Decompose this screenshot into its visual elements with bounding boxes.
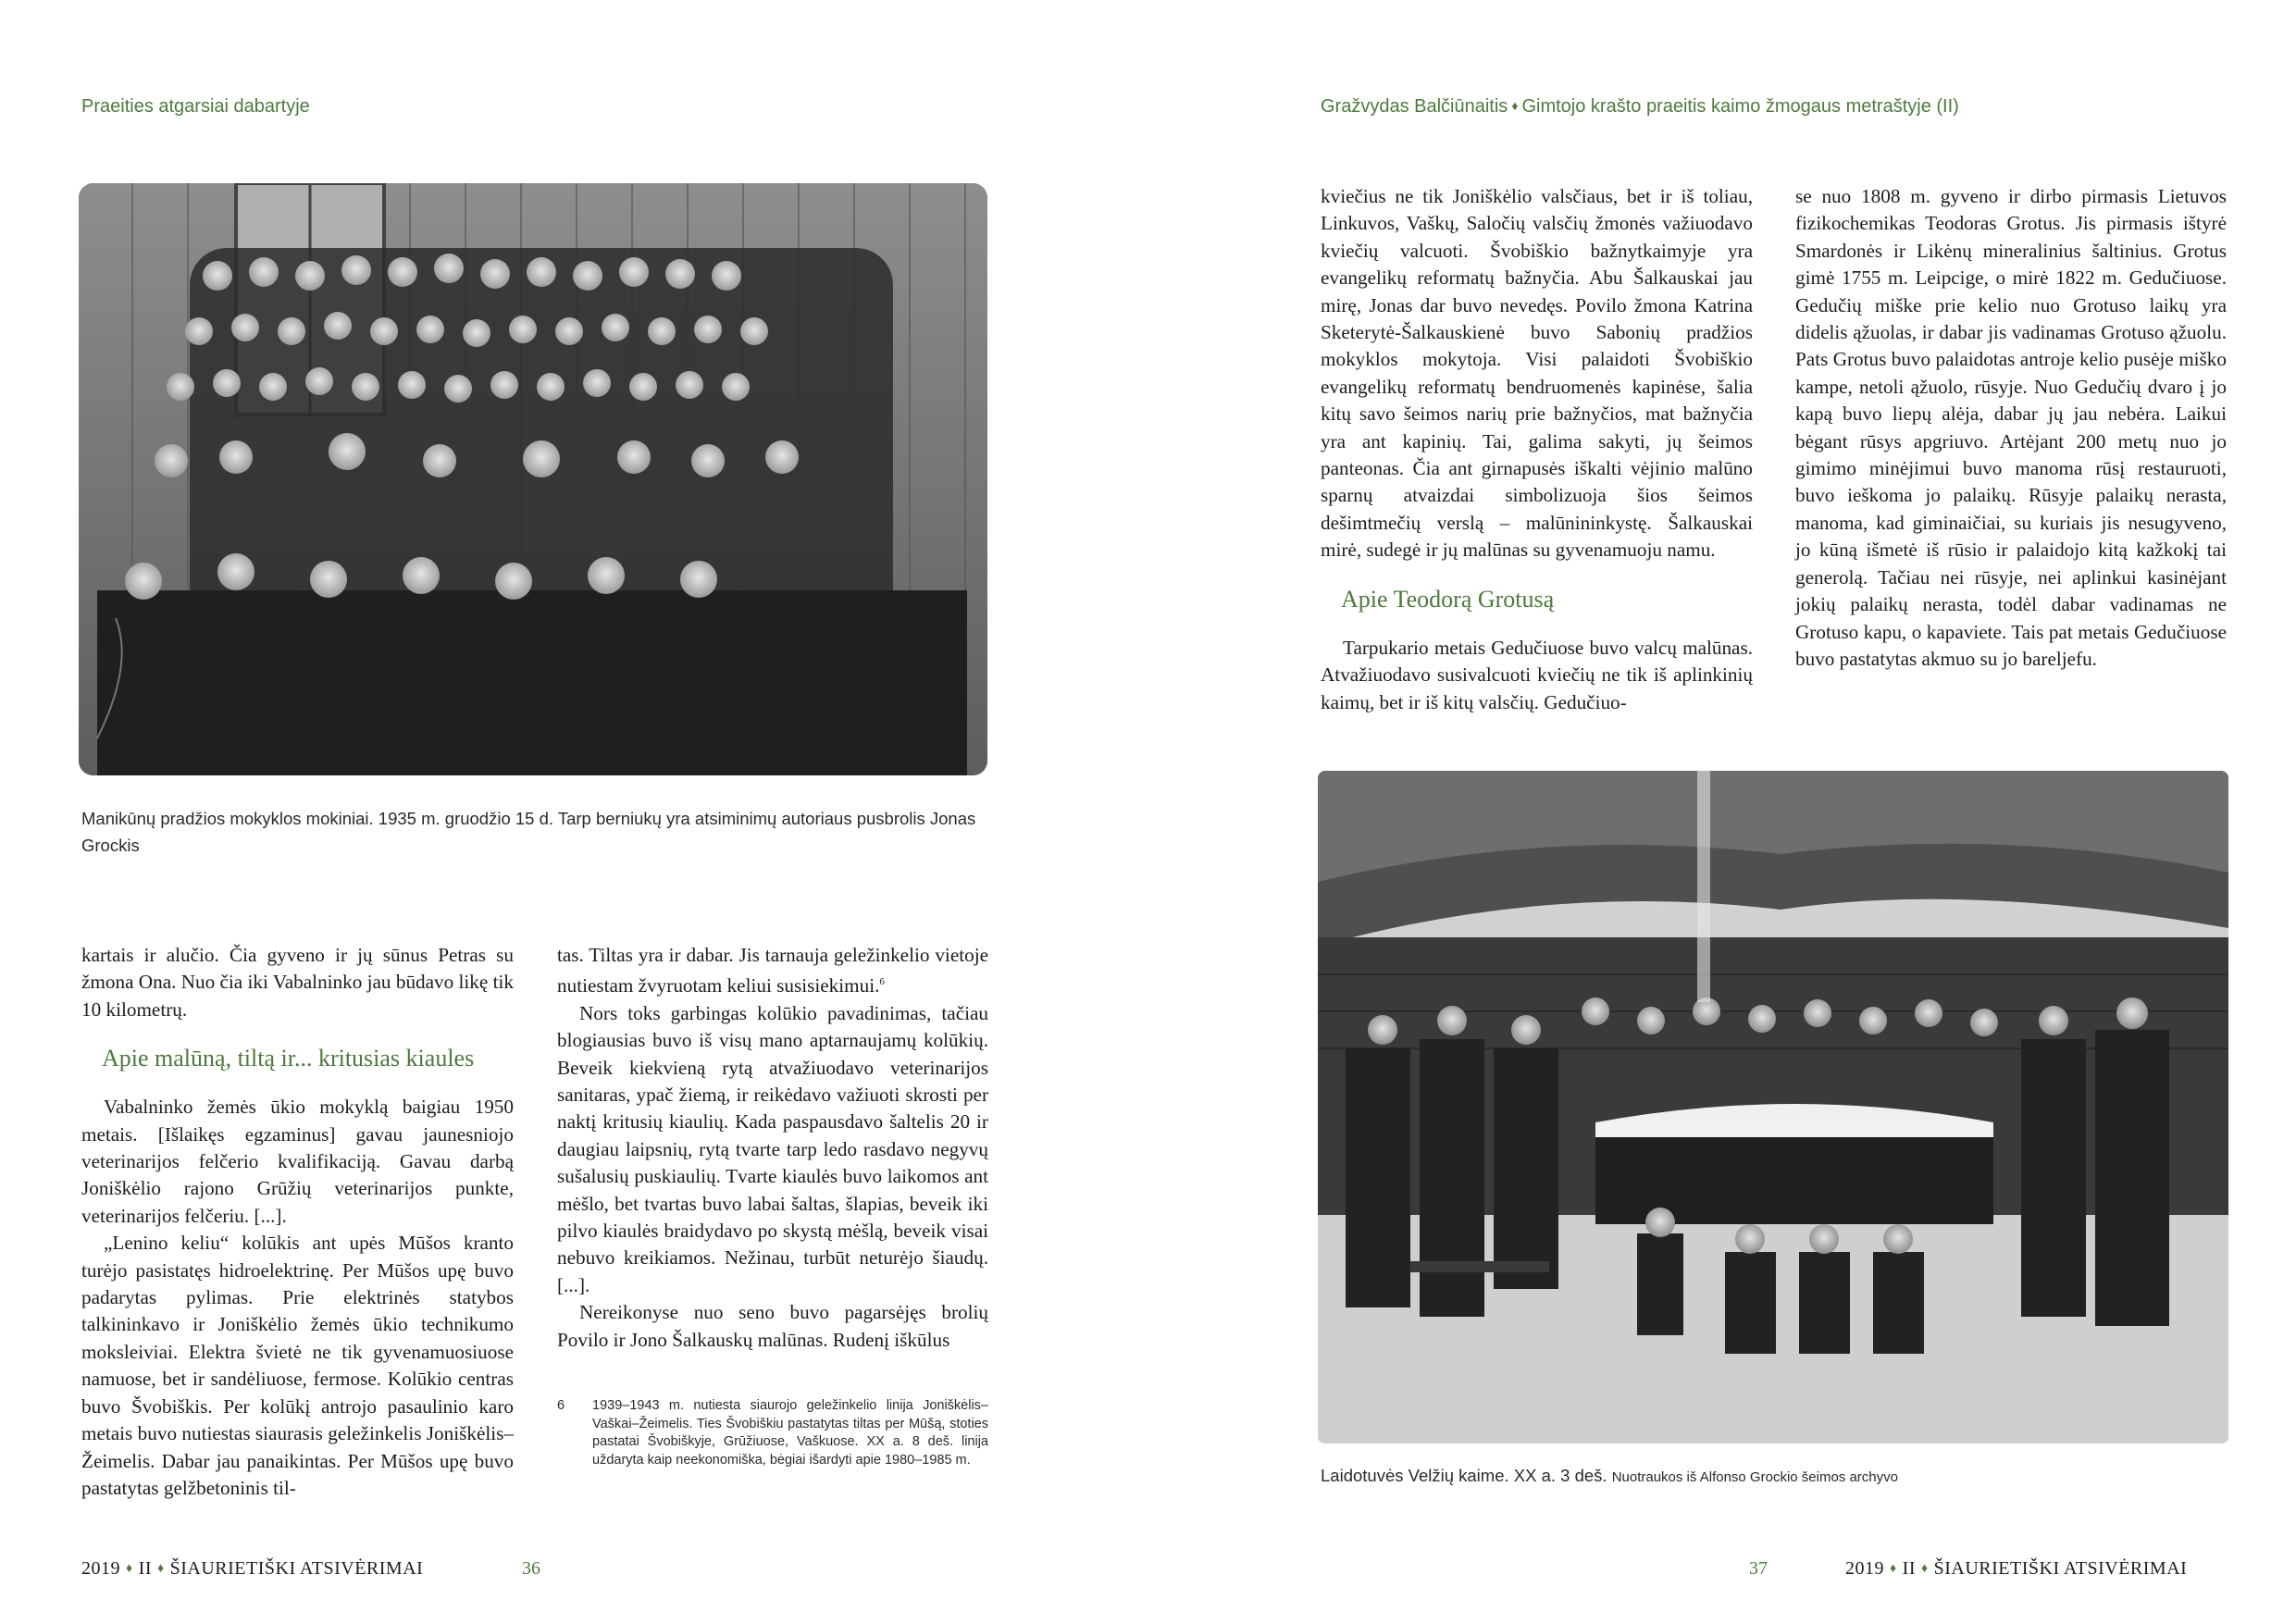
footer-journal: ŠIAURIETIŠKI ATSIVĖRIMAI <box>169 1558 424 1579</box>
section-subhead: Apie malūną, tiltą ir... kritusias kiaules <box>102 1045 475 1072</box>
footer-year: 2019 <box>1845 1558 1884 1579</box>
page36-column-2 <box>557 942 988 1354</box>
footer-right <box>1845 1558 2187 1580</box>
paragraph: Vabalninko žemės ūkio mokyklą baigiau 1950 metais. [Išlaikęs egzaminus] gavau jaunesniojo veterinarijos felčerio kvalifikaciją. Gavau darbą Joniškėlio rajono Grūžių veterinarijos punkte, veterinarijos felčeriu. [...]. <box>81 1096 514 1227</box>
footer-left <box>81 1558 423 1580</box>
photo-credit: Nuotraukos iš Alfonso Grockio šeimos archyvo <box>1611 1469 1898 1485</box>
footer-journal: ŠIAURIETIŠKI ATSIVĖRIMAI <box>1933 1558 2188 1579</box>
footnote-number: 6 <box>557 1398 565 1413</box>
funeral-photo <box>1318 771 2228 1443</box>
footer-year: 2019 <box>81 1558 120 1579</box>
footnote-reference: 6 <box>879 976 885 988</box>
school-photo-caption: Manikūnų pradžios mokyklos mokiniai. 1935 m. gruodžio 15 d. Tarp berniukų yra atsiminimų autoriaus pusbrolis Jonas Grockis <box>81 809 976 855</box>
bullet-separator: ♦ <box>1511 98 1519 113</box>
page-number-37: 37 <box>1749 1558 1768 1579</box>
page37-column-2 <box>1795 183 2227 673</box>
paragraph: Nereikonyse nuo seno buvo pagarsėjęs brolių Povilo ir Jono Šalkauskų malūnas. Rudenį iškūlus <box>557 1301 988 1351</box>
footnote <box>557 1397 988 1469</box>
diamond-icon: ♦ <box>156 1562 165 1576</box>
running-head-right <box>1321 96 1959 118</box>
page37-column-1 <box>1321 183 1753 716</box>
paragraph: kviečius ne tik Joniškėlio valsčiaus, bet ir iš toliau, Linkuvos, Vaškų, Saločių valsčių žmonės važiuodavo kviečių valcuoti. Švobiškio bažnytkaimyje yra evangelikų reformatų bažnyčia. Abu Šalkauskai jau mirę, Jonas dar buvo nevedęs. Povilo žmona Katrina Sketerytė-Šalkauskienė buvo Sabonių pradžios mokyklos mokytoja. Visi palaidoti Švobiškio evangelikų reformatų bendruomenės kapinėse, šalia kitų savo šeimos narių prie bažnyčios, mat bažnyčia yra ant kapinių. Tai, galima sakyti, jų šeimos panteonas. Čia ant girnapusės iškalti vėjinio malūno sparnų atvaizdai simbolizuoja šios šeimos dešimtmečių verslą – malūnininkystę. Šalkauskai mirė, sudegė ir jų malūnas su gyvenamuoju namu. <box>1321 185 1753 562</box>
section-subhead: Apie Teodorą Grotusą <box>1341 585 1555 613</box>
footer-issue: II <box>1902 1558 1916 1579</box>
footnote-text: 1939–1943 m. nutiesta siaurojo geležinkelio linija Joniškėlis–Vaškai–Žeimelis. Ties Švobiškiu pastatytas tiltas per Mūšą, stoties pastatai Švobiškyje, Grūžiuose, Vaškuose. XX a. 8 deš. linija uždaryta kaip neekonomiška, bėgiai išardyti apie 1980–1985 m. <box>592 1398 988 1468</box>
diamond-icon: ♦ <box>1890 1562 1897 1576</box>
paragraph: „Lenino keliu“ kolūkis ant upės Mūšos kranto turėjo pasistatęs hidroelektrinę. Per Mūšos upę buvo padarytas pylimas. Prie elektrinės statybos talkininkavo ir Joniškėlio žemės ūkio technikumo moksleiviai. Elektra švietė ne tik gyvenamuosiuose namuose, bet ir sandėliuose, fermose. Kolūkio centras buvo Švobiškis. Per kolūkį antrojo pasaulinio karo metais buvo nutiestas siaurasis geležinkelis Joniškėlis–Žeimelis. Dabar jau panaikintas. Per Mūšos upę buvo pastatytas gelžbetoninis til- <box>81 1232 514 1499</box>
page36-column-1 <box>81 942 514 1502</box>
funeral-photo-caption <box>1321 1462 2228 1491</box>
paragraph: tas. Tiltas yra ir dabar. Jis tarnauja geležinkelio vietoje nutiestam žvyruotam keliui susisiekimui. <box>557 944 988 997</box>
diamond-icon: ♦ <box>1920 1562 1929 1576</box>
paragraph: Tarpukario metais Gedučiuose buvo valcų malūnas. Atvažiuodavo susivalcuoti kviečių ne tik iš aplinkinių kaimų, bet ir iš kitų valsčių. Gedučiuo- <box>1321 636 1753 713</box>
school-class-photo <box>79 183 987 775</box>
page-number-36: 36 <box>522 1558 540 1579</box>
running-head-left: Praeities atgarsiai dabartyje <box>81 96 310 117</box>
paragraph: se nuo 1808 m. gyveno ir dirbo pirmasis Lietuvos fizikochemikas Teodoras Grotus. Jis pirmasis ištyrė Smardonės ir Likėnų mineralinius šaltinius. Grotus gimė 1755 m. Leipcige, o mirė 1822 m. Gedučiuose. Gedučių miške prie kelio nuo Grotuso laikų yra didelis ąžuolas, ir dabar jis vadinamas Grotuso ąžuolu. Pats Grotus buvo palaidotas antroje kelio pusėje miško kampe, netoli ąžuolo, rūsyje. Nuo Gedučių dvaro į jo kapą buvo liepų alėja, dabar jų jau nebėra. Laikui bėgant rūsys apgriuvo. Artėjant 200 metų nuo jo gimimo minėjimui buvo manoma rūsį restauruoti, buvo ieškoma jo palaikų. Rūsyje palaikų nerasta, manoma, kad giminaičiai, su kuriais jis nesugyveno, jo kūną išmetė iš rūsio ir palaidojo kitą kažkokį tai generolą. Tačiau nei rūsyje, nei aplinkui kasinėjant jokių palaikų nerasta, todėl dabar vadinamas ne Grotuso kapu, o kapaviete. Tais pat metais Gedučiuose buvo pastatytas akmuo su jo bareljefu. <box>1795 185 2227 670</box>
footer-issue: II <box>138 1558 152 1579</box>
running-head-title: Gimtojo krašto praeitis kaimo žmogaus metraštyje (II) <box>1521 96 1959 117</box>
paragraph: kartais ir alučio. Čia gyveno ir jų sūnus Petras su žmona Ona. Nuo čia iki Vabalninko jau būdavo likę tik 10 kilometrų. <box>81 944 514 1021</box>
paragraph: Nors toks garbingas kolūkio pavadinimas, tačiau blogiausias buvo iš visų mano aptarnaujamų kolūkių. Beveik kiekvieną rytą atvažiuodavo veterinarijos sanitaras, ypač žiemą, ir reikėdavo važiuoti skrosti per naktį kritusių kiaulių. Kada paspausdavo šaltelis 20 ir daugiau laipsnių, rytą tvarte tarp ledo rasdavo negyvų sušalusių puskiaulių. Tvarte kiaulės buvo laikomos ant mėšlo, bet tvartas buvo labai šaltas, šlapias, beveik iki pilvo kiaulės braidydavo po skystą mėšlą, beveik visai nebuvo kreikiamos. Nežinau, turbūt neturėjo šiaudų. [...]. <box>557 1001 988 1296</box>
caption-text: Laidotuvės Velžių kaime. XX a. 3 deš. <box>1321 1466 1607 1485</box>
running-head-author: Gražvydas Balčiūnaitis <box>1321 96 1508 117</box>
diamond-icon: ♦ <box>126 1562 133 1576</box>
